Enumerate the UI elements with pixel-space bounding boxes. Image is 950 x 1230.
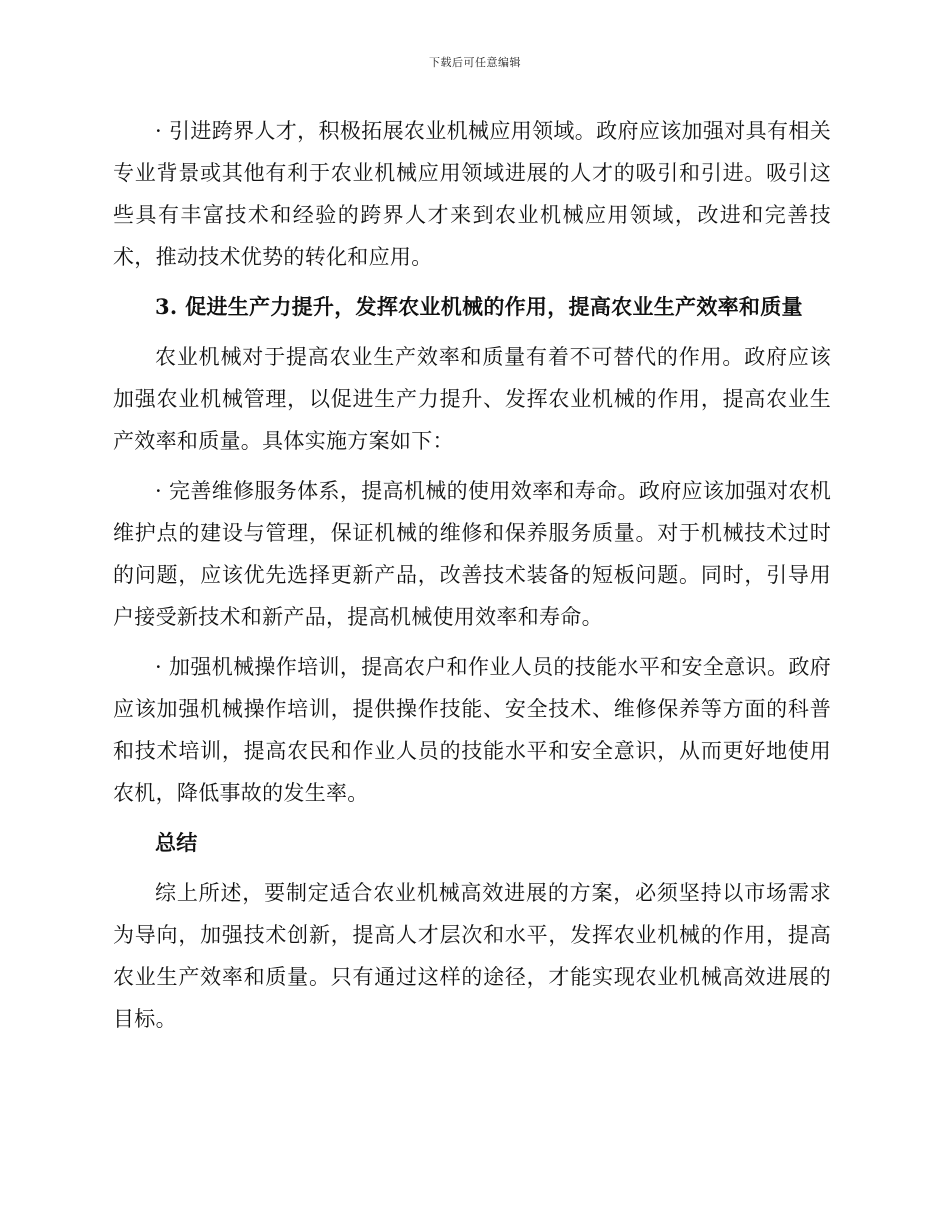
spacer bbox=[113, 814, 831, 822]
paragraph-talent: · 引进跨界人才，积极拓展农业机械应用领域。政府应该加强对具有相关专业背景或其他有利于农业机械应用领域进展的人才的吸引和引进。吸引这些具有丰富技术和经验的跨界人才来到农业机械应用领域，改进和完善技术，推动技术优势的转化和应用。 bbox=[113, 119, 831, 269]
spacer bbox=[113, 328, 831, 336]
spacer bbox=[113, 864, 831, 872]
document-body bbox=[113, 110, 831, 1040]
section-heading-3: 3. 促进生产力提升，发挥农业机械的作用，提高农业生产效率和质量 bbox=[155, 294, 803, 319]
spacer bbox=[113, 462, 831, 470]
spacer bbox=[113, 638, 831, 646]
paragraph-intro: 农业机械对于提高农业生产效率和质量有着不可替代的作用。政府应该加强农业机械管理，以促进生产力提升、发挥农业机械的作用，提高农业生产效率和质量。具体实施方案如下： bbox=[113, 345, 831, 453]
spacer bbox=[113, 278, 831, 286]
paragraph-training: · 加强机械操作培训，提高农户和作业人员的技能水平和安全意识。政府应该加强机械操作培训，提供操作技能、安全技术、维修保养等方面的科普和技术培训，提高农民和作业人员的技能水平和安全意识，从而更好地使用农机，降低事故的发生率。 bbox=[113, 655, 831, 805]
paragraph-maintenance: · 完善维修服务体系，提高机械的使用效率和寿命。政府应该加强对农机维护点的建设与管理，保证机械的维修和保养服务质量。对于机械技术过时的问题，应该优先选择更新产品，改善技术装备的短板问题。同时，引导用户接受新技术和新产品，提高机械使用效率和寿命。 bbox=[113, 479, 831, 629]
section-heading-summary: 总结 bbox=[155, 830, 198, 855]
paragraph-conclusion: 综上所述，要制定适合农业机械高效进展的方案，必须坚持以市场需求为导向，加强技术创新，提高人才层次和水平，发挥农业机械的作用，提高农业生产效率和质量。只有通过这样的途径，才能实现农业机械高效进展的目标。 bbox=[113, 881, 831, 1031]
page-header: 下载后可任意编辑 bbox=[429, 56, 521, 69]
